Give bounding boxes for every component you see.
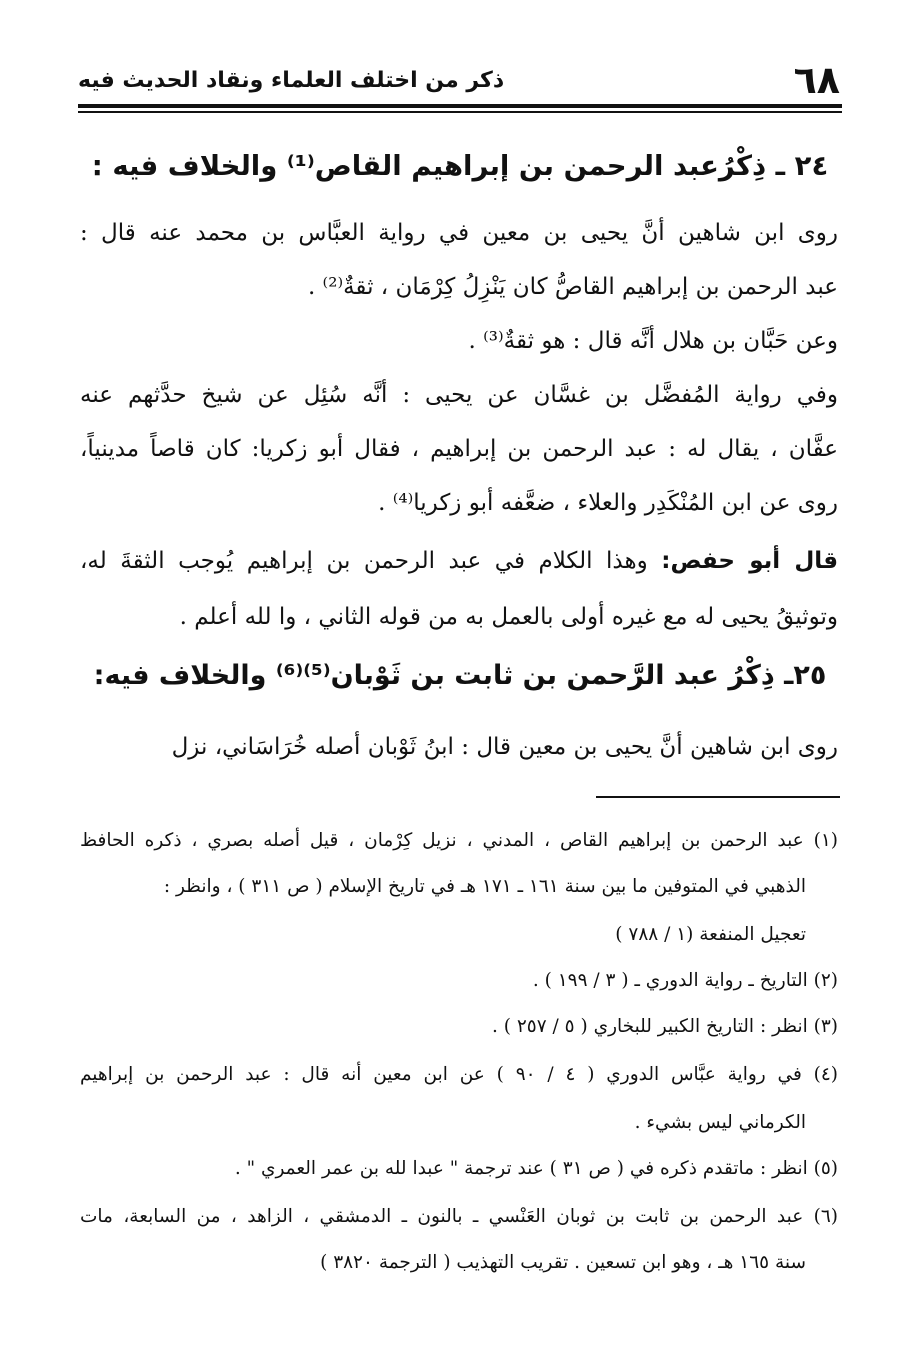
body-line-abu-hafs	[80, 548, 838, 574]
body-line: وفي رواية المُفضَّل بن غسَّان عن يحيى : أنَّه سُئِل عن شيخ حدَّثهم عنه	[80, 382, 838, 408]
footnote-separator	[596, 796, 840, 798]
abu-hafs-text: وهذا الكلام في عبد الرحمن بن إبراهيم يُوجب الثقةَ له،	[80, 548, 648, 574]
footnote-1-cont: تعجيل المنفعة (١ / ٧٨٨ )	[615, 924, 806, 945]
section-24-heading: ٢٤ ـ ذِكْرُعبد الرحمن بن إبراهيم القاص⁽¹⁾ والخلاف فيه :	[91, 150, 829, 182]
footnote-2: (٢) التاريخ ـ رواية الدوري ـ ( ٣ / ١٩٩ ) .	[532, 970, 838, 991]
footnote-6: (٦) عبد الرحمن بن ثابت بن ثوبان العَنْسي ـ بالنون ـ الدمشقي ، الزاهد ، من السابعة، مات	[80, 1206, 838, 1227]
footnote-3: (٣) انظر : التاريخ الكبير للبخاري ( ٥ / ٢٥٧ ) .	[492, 1016, 838, 1037]
body-line: روى عن ابن المُنْكَدِر والعلاء ، ضعَّفه أبو زكريا⁽⁴⁾ .	[378, 490, 838, 516]
body-line: روى ابن شاهين أنَّ يحيى بن معين قال : ابنُ ثَوْبان أصله خُرَاسَاني، نزل	[171, 734, 838, 760]
footnote-4-cont: الكرماني ليس بشيء .	[634, 1112, 806, 1133]
abu-hafs-label: قال أبو حفص:	[661, 548, 839, 574]
body-line: عبد الرحمن بن إبراهيم القاصُّ كان يَنْزِلُ كِرْمَان ، ثقةٌ⁽²⁾ .	[307, 274, 838, 300]
header-rule-thick	[78, 104, 842, 108]
body-line: وتوثيقُ يحيى له مع غيره أولى بالعمل به من قوله الثاني ، وا لله أعلم .	[179, 604, 838, 630]
footnote-6-cont: سنة ١٦٥ هـ ، وهو ابن تسعين . تقريب التهذيب ( الترجمة ٣٨٢٠ )	[320, 1252, 806, 1273]
body-line: عفَّان ، يقال له : عبد الرحمن بن إبراهيم ، فقال أبو زكريا: كان قاصاً مدينياً،	[80, 436, 838, 462]
header-rule-thin	[78, 111, 842, 113]
footnote-5: (٥) انظر : ماتقدم ذكره في ( ص ٣١ ) عند ترجمة " عبدا لله بن عمر العمري " .	[234, 1158, 838, 1179]
page-header	[78, 52, 840, 100]
section-25-heading: ٢٥ـ ذِكْرُ عبد الرَّحمن بن ثابت بن ثَوْبان⁽⁵⁾⁽⁶⁾ والخلاف فيه:	[93, 660, 827, 691]
page-number: ٦٨	[793, 58, 840, 102]
footnote-4: (٤) في رواية عبَّاس الدوري ( ٤ / ٩٠ ) عن ابن معين أنه قال : عبد الرحمن بن إبراهيم	[80, 1064, 839, 1085]
body-line: وعن حَبَّان بن هلال أنَّه قال : هو ثقةٌ⁽³⁾ .	[468, 328, 838, 354]
footnote-1-cont: الذهبي في المتوفين ما بين سنة ١٦١ ـ ١٧١ هـ في تاريخ الإسلام ( ص ٣١١ ) ، وانظر :	[163, 876, 806, 897]
body-line: روى ابن شاهين أنَّ يحيى بن معين في رواية العبَّاس بن محمد عنه قال :	[80, 220, 838, 246]
footnote-1: (١) عبد الرحمن بن إبراهيم القاص ، المدني ، نزيل كِرْمان ، قيل أصله بصري ، ذكره الحافظ	[80, 830, 838, 851]
running-title: ذكر من اختلف العلماء ونقاد الحديث فيه	[78, 68, 505, 93]
